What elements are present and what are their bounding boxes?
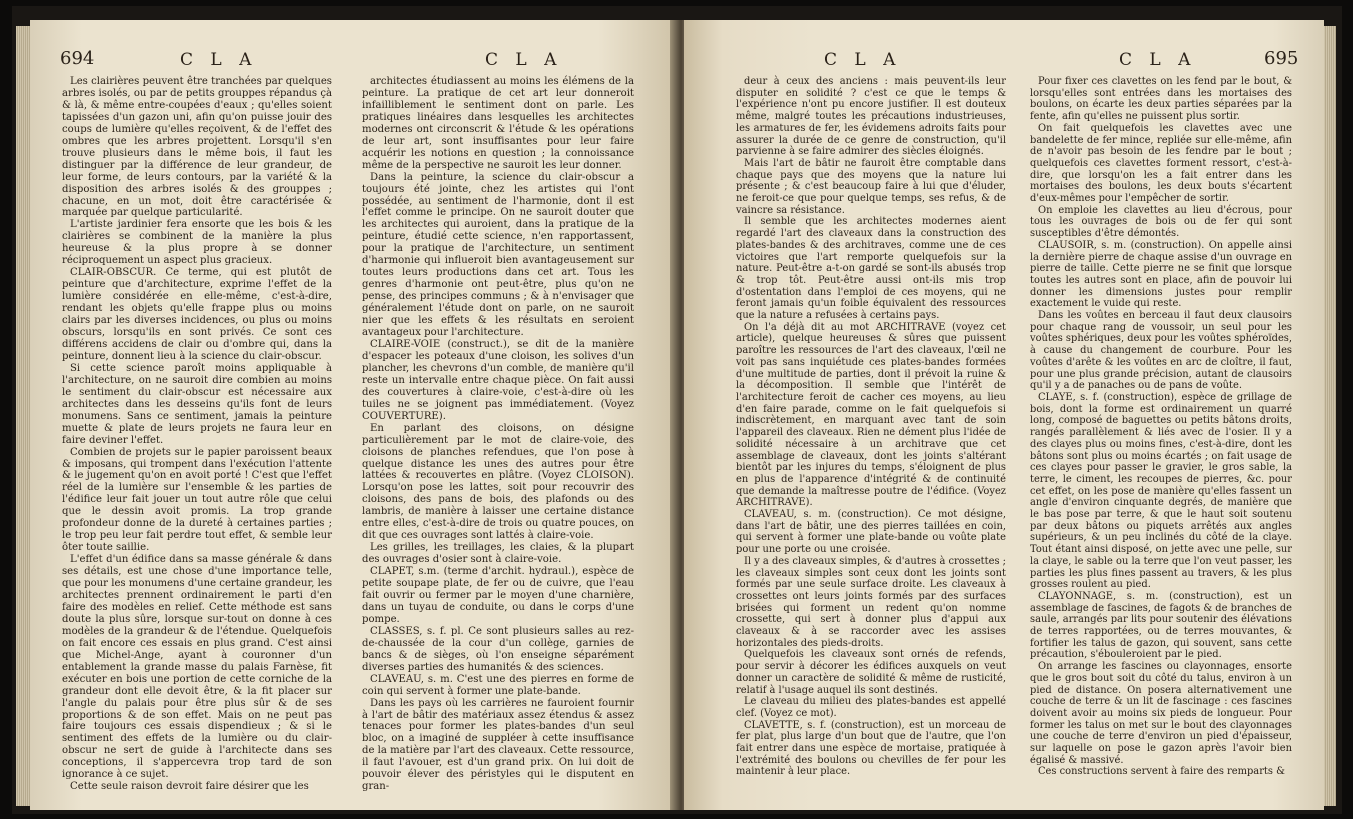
paragraph: CLAPET, s.m. (terme d'archit. hydraul.), espèce de petite soupape plate, de fer ou de cuivre, que l'eau fait ouvrir ou fermer par le moyen d'une charnière, dans un tuyau de conduite, ou dans le corps d'une pompe. xyxy=(362,566,634,625)
paragraph: CLAUSOIR, s. m. (construction). On appelle ainsi la dernière pierre de chaque assise d'un ouvrage en pierre de taille. Cette pierre ne se finit que lorsque toutes les autres sont en place, afin de pouvoir lui donner les dimensions justes pour remplir exactement le vuide qui reste. xyxy=(1030,239,1292,310)
paragraph: Combien de projets sur le papier paroissent beaux & imposans, qui trompent dans l'exécution l'attente & le jugement qu'on en avoit porté ! C'est que l'effet réel de la lumière sur l'ensemble & les parties de l'édifice leur fait jouer un tout autre rôle que celui que le dessin avoit promis. La trop grande profondeur donne de la dureté à certaines parties ; le trop peu leur fait perdre tout effet, & semble leur ôter toute saillie. xyxy=(62,446,332,554)
paragraph: On arrange les fascines ou clayonnages, ensorte que le gros bout soit du côté du talus, environ à un pied de distance. On posera alternativement une couche de terre & un lit de fascinage : ces fascines doivent avoir au moins six pieds de longueur. Pour former les talus on met sur le bout des clayonnages une couche de terre d'environ un pied d'épaisseur, sur laquelle on pose le gazon après l'avoir bien égalisé & massivé. xyxy=(1030,661,1292,766)
paragraph: En parlant des cloisons, on désigne particulièrement par le mot de claire-voie, des cloisons de planches refendues, que l'on pose à quelque distance les unes des autres pour être lattées & recouvertes en plâtre. (Voyez CLOISON). Lorsqu'on pose les lattes, soit pour recouvrir des cloisons, des pans de bois, des plafonds ou des lambris, de manière à laisser une certaine distance entre elles, c'est-à-dire de trois ou quatre pouces, on dit que ces ouvrages sont lattés à claire-voie. xyxy=(362,422,634,542)
running-header-right: C L A xyxy=(485,50,563,70)
paragraph: Dans la peinture, la science du clair-obscur a toujours été jointe, chez les artistes qui l'ont possédée, au sentiment de l'harmonie, dont il est l'effet comme le principe. On ne sauroit douter que les architectes qui auroient, dans la pratique de la peinture, étudié cette science, n'en rapportassent, pour la pratique de l'architecture, un sentiment d'harmonie qui influeroit bien avantageusement sur toutes leurs productions dans cet art. Tous les genres d'harmonie ont peut-être, plus qu'on ne pense, des principes communs ; & à n'envisager que généralement l'étude dont on parle, on ne sauroit nier que les effets & les résultats en seroient avantageux pour l'architecture. xyxy=(362,171,634,339)
paragraph: CLASSES, s. f. pl. Ce sont plusieurs salles au rez-de-chaussée de la cour d'un collège, garnies de bancs & de sièges, où l'on enseigne séparément diverses parties des humanités & des sciences. xyxy=(362,625,634,673)
paragraph: Si cette science paroît moins appliquable à l'architecture, on ne sauroit dire combien au moins le sentiment du clair-obscur est nécessaire aux architectes dans les desseins qu'ils font de leurs monumens. Sans ce sentiment, jamais la peinture muette & plate de leurs projets ne faura leur en faire deviner l'effet. xyxy=(62,362,332,446)
page-number: 695 xyxy=(1264,48,1299,69)
paragraph: On l'a déjà dit au mot ARCHITRAVE (voyez cet article), quelque heureuses & sûres que puissent paroître les ressources de l'art des claveaux, l'œil ne voit pas sans inquiétude ces plates-bandes formées d'une multitude de parties, dont il prévoit la ruine & la décomposition. Il semble que l'intérêt de l'architecture feroit de cacher ces moyens, au lieu d'en faire parade, comme on le fait quelquefois si indiscrètement, en marquant avec tant de soin l'appareil des claveaux. Rien ne dément plus l'idée de solidité nécessaire à un architrave que cet assemblage de claveaux, dont les joints s'altérant bientôt par les injures du temps, s'éloignent de plus en plus de l'apparence d'intégrité & de continuité que demande la maîtresse poutre de l'édifice. (Voyez ARCHITRAVE). xyxy=(736,321,1006,509)
paragraph: CLAVETTE, s. f. (construction), est un morceau de fer plat, plus large d'un bout que de l'autre, que l'on fait entrer dans une espèce de mortaise, pratiquée à l'extrémité des boulons ou chevilles de fer pour les maintenir à leur place. xyxy=(736,719,1006,778)
paragraph: Le claveau du milieu des plates-bandes est appellé clef. (Voyez ce mot). xyxy=(736,696,1006,719)
paragraph: On emploie les clavettes au lieu d'écrous, pour tous les ouvrages de bois ou de fer qui sont susceptibles d'être démontés. xyxy=(1030,204,1292,240)
left-page xyxy=(30,20,676,810)
paragraph: Dans les pays où les carrières ne fauroient fournir à l'art de bâtir des matériaux assez étendus & assez tenaces pour former les plates-bandes d'un seul bloc, on a imaginé de suppléer à cette insuffisance de la matière par l'art des claveaux. Cette ressource, il faut l'avouer, est d'un grand prix. On lui doit de pouvoir élever des péristyles qui le disputent en gran- xyxy=(362,697,634,793)
paragraph: Il y a des claveaux simples, & d'autres à crossettes ; les claveaux simples sont ceux dont les joints sont formés par une seule surface droite. Les claveaux à crossettes ont leurs joints formés par des surfaces brisées qui forment un redent qu'on nomme crossette, qui sert à donner plus d'appui aux claveaux & à se raccorder avec les assises horizontales des pieds-droits. xyxy=(736,555,1006,649)
paragraph: Mais l'art de bâtir ne fauroit être comptable dans chaque pays que des moyens que la nature lui présente ; & c'est beaucoup faire à lui que d'éluder, ne feroit-ce que pour quelque temps, ses refus, & de vaincre sa résistance. xyxy=(736,157,1006,216)
paragraph: CLAYE, s. f. (construction), espèce de grillage de bois, dont la forme est ordinairement un quarré long, composé de baguettes ou petits bâtons droits, rangés parallèlement & liés avec de l'osier. Il y a des clayes plus ou moins fines, c'est-à-dire, dont les bâtons sont plus ou moins écartés ; on fait usage de ces clayes pour passer le gravier, le gros sable, la terre, le ciment, les recoupes de pierres, &c. pour cet effet, on les pose de manière qu'elles fassent un angle d'environ cinquante degrés, de manière que le bas pose par terre, & que le haut soit soutenu par deux bâtons ou piquets arrêtés aux angles supérieurs, & un peu inclinés du côté de la claye. Tout étant ainsi disposé, on jette avec une pelle, sur la claye, le sable ou la terre que l'on veut passer, les parties les plus fines passent au travers, & les plus grosses roulent au pied. xyxy=(1030,391,1292,591)
text-column-1 xyxy=(62,76,332,793)
text-column-2 xyxy=(362,76,634,793)
paragraph: L'artiste jardinier fera ensorte que les bois & les clairières se combinent de la manière la plus heureuse & la plus propre à se donner réciproquement un aspect plus gracieux. xyxy=(62,219,332,267)
paragraph: CLAYONNAGE, s. m. (construction), est un assemblage de fascines, de fagots & de branches de saule, arrangés par lits pour soutenir des élévations de terres rapportées, ou de terres mouvantes, & fortifier les talus de gazon, qui souvent, sans cette précaution, s'ébouleroient par le pied. xyxy=(1030,590,1292,661)
right-page-edges xyxy=(1324,26,1336,806)
open-book xyxy=(12,6,1342,814)
paragraph: Ces constructions servent à faire des remparts & xyxy=(1038,766,1285,778)
page-number: 694 xyxy=(60,48,95,69)
right-page xyxy=(684,20,1324,810)
paragraph: Les clairières peuvent être tranchées par quelques arbres isolés, ou par de petits grouppes répandus çà & là, & même entre-coupées d'eaux ; qu'elles soient tapissées d'un gazon uni, afin qu'on puisse jouir des coups de lumière qu'elles reçoivent, & de l'effet des ombres que les arbres projettent. Lorsqu'il s'en trouve plusieurs dans le même bois, il faut les distinguer par la différence de leur grandeur, de leur forme, de leurs contours, par la variété & la disposition des arbres isolés & des grouppes ; chacune, en un mot, doit être caractérisée & marquée par quelque particularité. xyxy=(62,76,332,219)
running-header-left: C L A xyxy=(180,50,258,70)
paragraph: Quelquefois les claveaux sont ornés de refends, pour servir à décorer les édifices auxquels on veut donner un caractère de solidité & même de rusticité, relatif à l'usage auquel ils sont destinés. xyxy=(736,649,1006,696)
paragraph: deur à ceux des anciens : mais peuvent-ils leur disputer en solidité ? c'est ce que le temps & l'expérience n'ont pu encore justifier. Il est douteux même, malgré toutes les précautions industrieuses, les armatures de fer, les évidemens adroits faits pour assurer la durée de ce genre de construction, qu'il parvienne à se faire admirer des siècles éloignés. xyxy=(736,76,1006,158)
left-page-edges xyxy=(16,26,30,806)
text-column-2 xyxy=(1030,76,1292,778)
paragraph: Pour fixer ces clavettes on les fend par le bout, & lorsqu'elles sont entrées dans les mortaises des boulons, on écarte les deux parties séparées par la fente, afin qu'elles ne puissent plus sortir. xyxy=(1030,76,1292,123)
paragraph: Il semble que les architectes modernes aient regardé l'art des claveaux dans la construction des plates-bandes & des architraves, comme une de ces victoires que l'art remporte quelquefois sur la nature. Peut-être a-t-on gardé se sont-ils abusés trop & trop tôt. Peut-être aussi ont-ils mis trop d'ostentation dans l'emploi de ces moyens, qui ne feront jamais qu'un foible équivalent des ressources que la nature a refusées à certains pays. xyxy=(736,216,1006,322)
paragraph: Les grilles, les treillages, les claies, & la plupart des ouvrages d'osier sont à claire-voie. xyxy=(362,542,634,566)
paragraph: CLAIRE-VOIE (construct.), se dit de la manière d'espacer les poteaux d'une cloison, les solives d'un plancher, les chevrons d'un comble, de manière qu'il reste un intervalle entre chaque pièce. On fait aussi des couvertures à claire-voie, c'est-à-dire où les tuiles ne se joignent pas immédiatement. (Voyez COUVERTURE). xyxy=(362,338,634,422)
paragraph: L'effet d'un édifice dans sa masse générale & dans ses détails, est une chose d'une importance telle, que pour les monumens d'une certaine grandeur, les architectes prennent ordinairement le parti d'en faire des modèles en relief. Cette méthode est sans doute la plus sûre, lorsque sur-tout on donne à ces modèles de la grandeur & de l'étendue. Quelquefois on fait encore ces essais en plus grand. C'est ainsi que Michel-Ange, ayant à couronner d'un entablement la grande masse du palais Farnèse, fit exécuter en bois une portion de cette corniche de la grandeur dont elle devoit être, & la fit placer sur l'angle du palais pour être plus sûr & de ses proportions & de son effet. Mais on ne peut pas faire toujours ces essais dispendieux ; & si le sentiment des effets de la lumière ou du clair-obscur ne sert de guide à l'architecte dans ses conceptions, il s'appercevra trop tard de son ignorance à ce sujet. xyxy=(62,554,333,781)
running-header-left: C L A xyxy=(824,50,902,70)
paragraph: CLAIR-OBSCUR. Ce terme, qui est plutôt de peinture que d'architecture, exprime l'effet de la lumière considérée en elle-même, c'est-à-dire, rendant les objets qu'elle frappe plus ou moins clairs par les diverses incidences, ou plus ou moins obscurs, lorsqu'ils en sont privés. Ce sont ces différens accidens de clair ou d'ombre qui, dans la peinture, donnent lieu à la science du clair-obscur. xyxy=(62,267,332,362)
paragraph: Cette seule raison devroit faire désirer que les xyxy=(70,781,309,793)
paragraph: Dans les voûtes en berceau il faut deux clausoirs pour chaque rang de voussoir, un seul pour les voûtes sphériques, deux pour les voûtes sphéroïdes, à cause du changement de courbure. Pour les voûtes d'arête & les voûtes en arc de cloître, il faut, pour une plus grande précision, autant de clausoirs qu'il y a de panaches ou de pans de voûte. xyxy=(1030,310,1292,392)
paragraph: architectes étudiassent au moins les élémens de la peinture. La pratique de cet art leur donneroit infailliblement le sentiment dont on parle. Les pratiques linéaires dans lesquelles les architectes modernes ont circonscrit & l'étude & les opérations de leur art, sont insuffisantes pour leur faire acquérir les notions en question ; la connoissance même de la perspective ne sauroit les leur donner. xyxy=(362,76,634,171)
paragraph: CLAVEAU, s. m. C'est une des pierres en forme de coin qui servent à former une plate-bande. xyxy=(362,673,634,697)
paragraph: On fait quelquefois les clavettes avec une bandelette de fer mince, repliée sur elle-même, afin de n'avoir pas besoin de les fendre par le bout ; quelquefois ces clavettes forment ressort, c'est-à-dire, que lorsqu'on les a fait entrer dans les mortaises des boulons, les deux bouts s'écartent d'eux-mêmes pour l'empêcher de sortir. xyxy=(1030,122,1292,205)
running-header-right: C L A xyxy=(1119,50,1197,70)
text-column-1 xyxy=(736,76,1006,778)
paragraph: CLAVEAU, s. m. (construction). Ce mot désigne, dans l'art de bâtir, une des pierres taillées en coin, qui servent à former une plate-bande ou voûte plate pour une porte ou une croisée. xyxy=(736,509,1006,556)
